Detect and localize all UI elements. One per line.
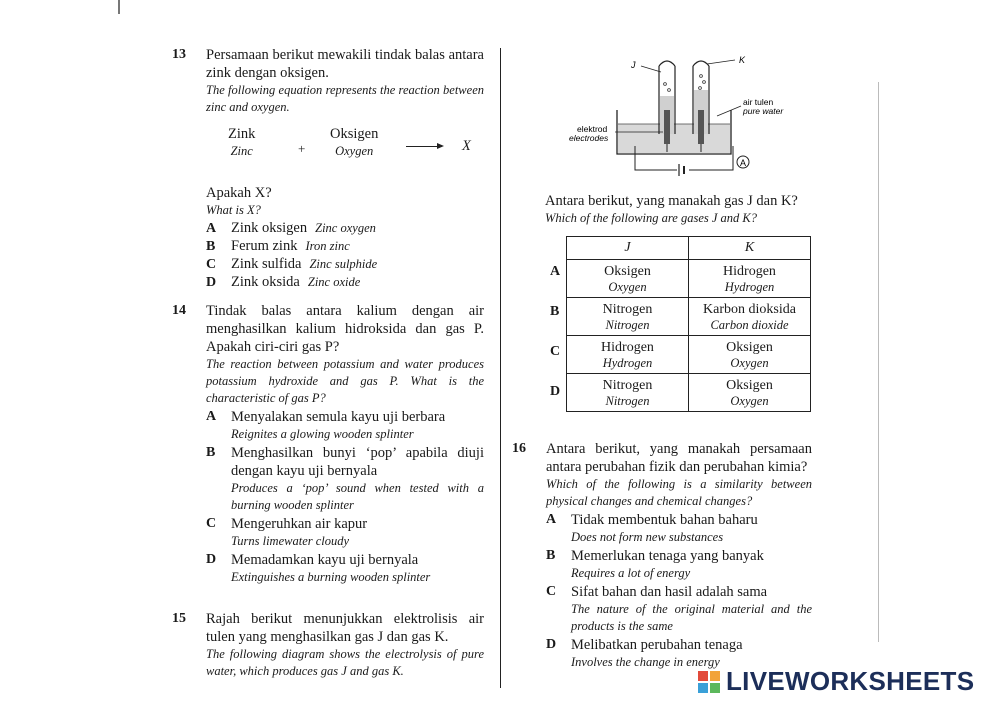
- option-c[interactable]: C Mengeruhkan air kapur Turns limewater cloudy: [206, 516, 368, 548]
- svg-text:A: A: [740, 158, 747, 168]
- table-row-label: D: [550, 384, 561, 399]
- stem-english: Which of the following is a similarity between physical changes and chemical changes?: [546, 477, 812, 508]
- label-electrode-en: electrodes: [569, 133, 609, 143]
- label-electrode-ms: elektrod: [577, 124, 608, 134]
- cell-k: Karbon dioksida Carbon dioxide: [689, 298, 811, 336]
- question-16: [512, 440, 812, 671]
- liveworksheets-logo-icon: [698, 667, 722, 695]
- option-b[interactable]: B Menghasilkan bunyi ‘pop’ apabila diuji dengan kayu uji bernyala Produces a ‘pop’ sound when tested with a burning wooden splinter: [206, 445, 484, 512]
- option-a[interactable]: A Zink oksigen Zinc oxygen: [206, 220, 376, 236]
- table-row-label: C: [550, 344, 561, 359]
- column-header-j: J: [567, 237, 689, 260]
- watermark-text: LIVEWORKSHEETS: [726, 665, 975, 696]
- option-a[interactable]: A Menyalakan semula kayu uji berbara Reignites a glowing wooden splinter: [206, 409, 446, 441]
- product-x: X: [462, 138, 471, 154]
- question-number: 14: [172, 303, 186, 318]
- stem-malay: Antara berikut, yang manakah persamaan antara perubahan fizik dan perubahan kimia?: [546, 441, 812, 475]
- table-row[interactable]: [567, 374, 811, 412]
- reaction-arrow-icon: [406, 146, 442, 147]
- cell-j: Hidrogen Hydrogen: [567, 336, 689, 374]
- question-number: 15: [172, 611, 186, 626]
- option-d[interactable]: D Zink oksida Zinc oxide: [206, 274, 361, 290]
- cell-k: Oksigen Oxygen: [689, 336, 811, 374]
- cell-j: Oksigen Oxygen: [567, 260, 689, 298]
- page-edge-line: [878, 82, 879, 642]
- option-d[interactable]: D Memadamkan kayu uji bernyala Extinguishes a burning wooden splinter: [206, 552, 431, 584]
- label-k: K: [739, 55, 746, 65]
- cell-k: Oksigen Oxygen: [689, 374, 811, 412]
- table-row-label: B: [550, 304, 560, 319]
- option-b[interactable]: B Ferum zink Iron zinc: [206, 238, 350, 254]
- question-13: [172, 46, 484, 291]
- question-english: What is X?: [206, 203, 261, 217]
- option-c[interactable]: C Sifat bahan dan hasil adalah sama The nature of the original material and the products is the same: [546, 584, 812, 633]
- question-number: 16: [512, 441, 526, 456]
- table-row-label: A: [550, 264, 561, 279]
- option-a[interactable]: A Tidak membentuk bahan baharu Does not form new substances: [546, 512, 758, 544]
- cell-j: Nitrogen Nitrogen: [567, 298, 689, 336]
- stem-malay: Tindak balas antara kalium dengan air menghasilkan kalium hidroksida dan gas P. Apakah ciri-ciri gas P?: [206, 303, 484, 355]
- electrolysis-diagram: [555, 50, 805, 180]
- chemical-equation: [206, 126, 484, 178]
- option-d[interactable]: D Melibatkan perubahan tenaga Involves the change in energy: [546, 637, 743, 669]
- liveworksheets-watermark: [698, 664, 974, 698]
- question-14: [172, 302, 484, 586]
- label-j: J: [631, 60, 636, 70]
- question-english: Which of the following are gases J and K?: [545, 211, 758, 225]
- table-row[interactable]: [567, 298, 811, 336]
- column-divider: [500, 48, 501, 688]
- question-malay: Apakah X?: [206, 185, 272, 201]
- cell-k: Hidrogen Hydrogen: [689, 260, 811, 298]
- question-malay: Antara berikut, yang manakah gas J dan K?: [545, 193, 798, 209]
- stem-english: The following diagram shows the electrolysis of pure water, which produces gas J and gas K.: [206, 647, 484, 678]
- option-c[interactable]: C Zink sulfida Zinc sulphide: [206, 256, 378, 272]
- question-15-continuation: [545, 192, 813, 227]
- label-water-en: pure water: [743, 106, 784, 116]
- stem-malay: Rajah berikut menunjukkan elektrolisis air tulen yang menghasilkan gas J dan gas K.: [206, 611, 484, 645]
- cell-j: Nitrogen Nitrogen: [567, 374, 689, 412]
- column-header-k: K: [689, 237, 811, 260]
- table-row[interactable]: [567, 260, 811, 298]
- option-b[interactable]: B Memerlukan tenaga yang banyak Requires a lot of energy: [546, 548, 764, 580]
- gas-answer-table: [566, 236, 811, 412]
- reactant-oxygen: Oksigen Oxygen: [330, 126, 379, 158]
- question-15: [172, 610, 484, 680]
- page-edge-mark: [118, 0, 120, 14]
- reactant-zinc: Zink Zinc: [228, 126, 256, 158]
- stem-english: The following equation represents the reaction between zinc and oxygen.: [206, 83, 484, 114]
- stem-english: The reaction between potassium and water produces potassium hydroxide and gas P. What is the characteristic of gas P?: [206, 357, 484, 405]
- label-water-ms: air tulen: [743, 97, 774, 107]
- table-row[interactable]: [567, 336, 811, 374]
- plus-sign: +: [298, 141, 306, 156]
- question-number: 13: [172, 47, 186, 62]
- stem-malay: Persamaan berikut mewakili tindak balas antara zink dengan oksigen.: [206, 47, 484, 81]
